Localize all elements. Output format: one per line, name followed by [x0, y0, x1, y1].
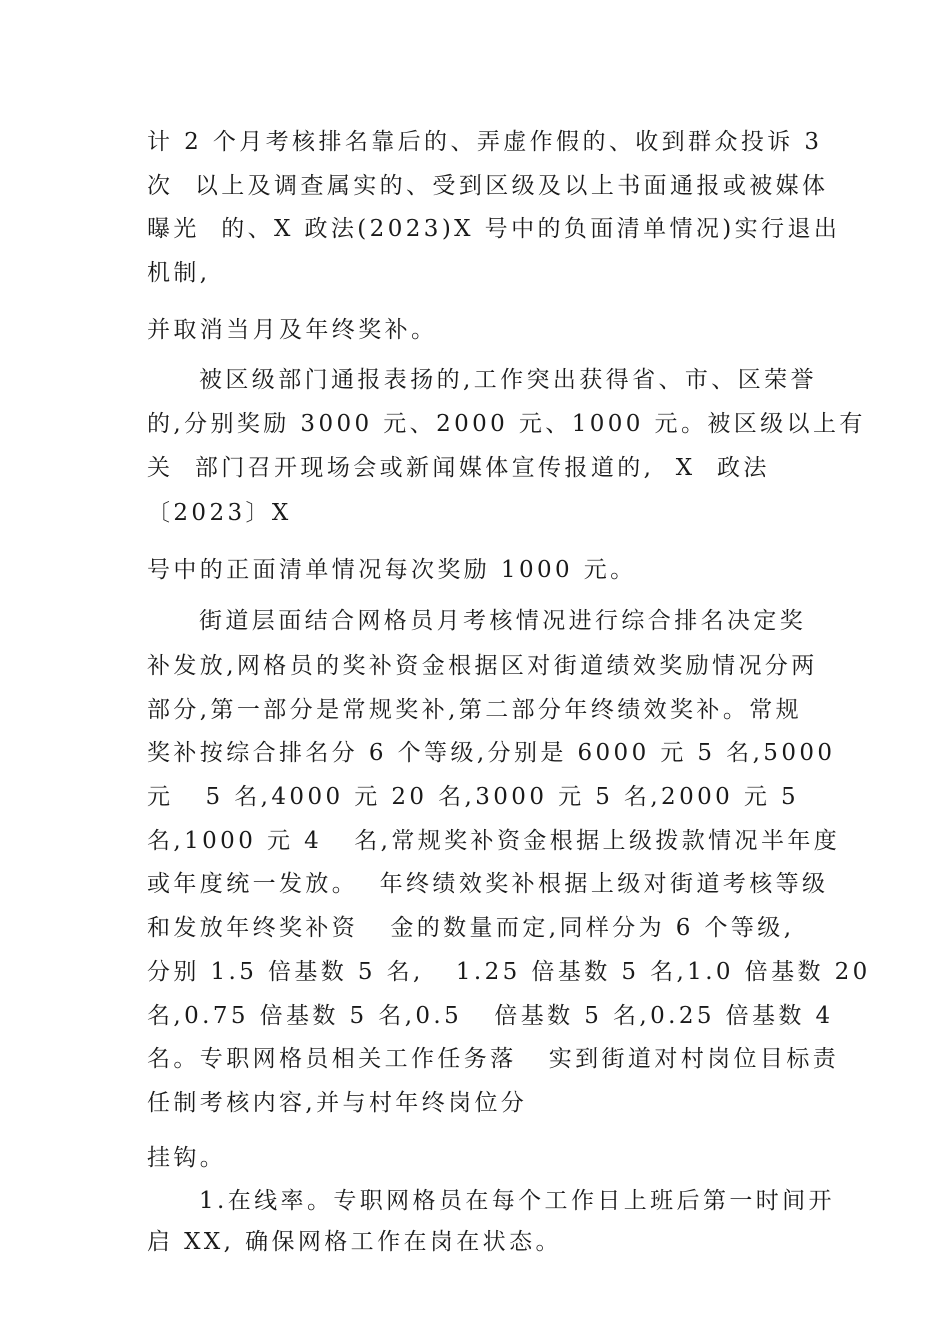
text-line: 部分,第一部分是常规奖补,第二部分年终绩效奖补。常规	[147, 697, 803, 723]
text-line: 名,0.75 倍基数 5 名,0.5 倍基数 5 名,0.25 倍基数 4	[147, 1003, 834, 1029]
text-line: 〔2023〕X	[147, 500, 292, 526]
text-line: 奖补按综合排名分 6 个等级,分别是 6000 元 5 名,5000	[147, 740, 836, 766]
text-line: 挂钩。	[147, 1145, 227, 1171]
text-line: 并取消当月及年终奖补。	[147, 317, 438, 343]
text-line: 名,1000 元 4 名,常规奖补资金根据上级拨款情况半年度	[147, 828, 841, 854]
text-line: 启 XX, 确保网格工作在岗在状态。	[147, 1229, 562, 1255]
paragraph-start: 被区级部门通报表扬的,工作突出获得省、市、区荣誉	[199, 367, 817, 393]
text-line: 元 5 名,4000 元 20 名,3000 元 5 名,2000 元 5	[147, 784, 800, 810]
text-line: 任制考核内容,并与村年终岗位分	[147, 1090, 528, 1116]
text-line: 或年度统一发放。 年终绩效奖补根据上级对街道考核等级	[147, 871, 829, 897]
text-line: 曝光 的、X 政法(2023)X 号中的负面清单情况)实行退出	[147, 216, 841, 242]
text-line: 分别 1.5 倍基数 5 名, 1.25 倍基数 5 名,1.0 倍基数 20	[147, 959, 871, 985]
text-line: 计 2 个月考核排名靠后的、弄虚作假的、收到群众投诉 3	[147, 129, 823, 155]
text-line: 的,分别奖励 3000 元、2000 元、1000 元。被区级以上有	[147, 411, 866, 437]
paragraph-start: 1.在线率。专职网格员在每个工作日上班后第一时间开	[199, 1188, 835, 1214]
paragraph-start: 街道层面结合网格员月考核情况进行综合排名决定奖	[199, 608, 807, 634]
text-line: 和发放年终奖补资 金的数量而定,同样分为 6 个等级,	[147, 915, 795, 941]
text-line: 补发放,网格员的奖补资金根据区对街道绩效奖励情况分两	[147, 653, 818, 679]
text-line: 次 以上及调查属实的、受到区级及以上书面通报或被媒体	[147, 173, 829, 199]
text-line: 关 部门召开现场会或新闻媒体宣传报道的, X 政法	[147, 455, 770, 481]
text-line: 机制,	[147, 260, 211, 286]
text-line: 名。专职网格员相关工作任务落 实到街道对村岗位目标责	[147, 1046, 840, 1072]
text-line: 号中的正面清单情况每次奖励 1000 元。	[147, 557, 637, 583]
